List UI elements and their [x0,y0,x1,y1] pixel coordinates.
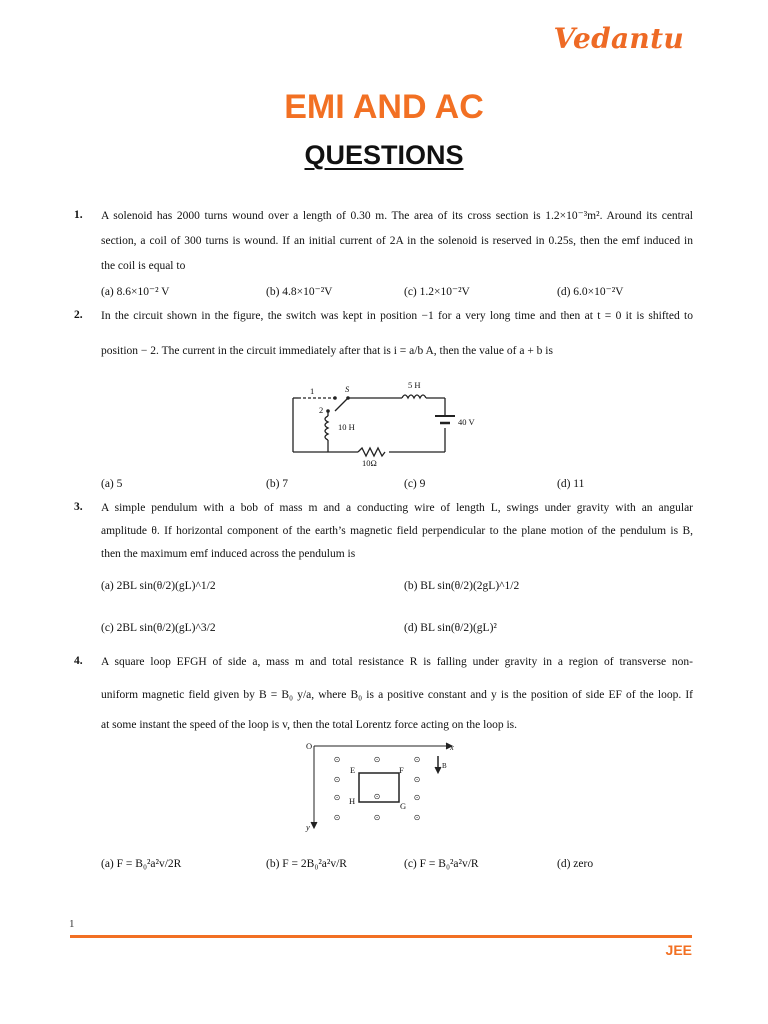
question-text: then the maximum emf induced across the pendulum is [101,548,356,560]
option-d: (d) zero [557,858,594,870]
question-number: 2. [74,309,83,321]
label-pos-1: 1 [310,386,315,396]
label-e: E [350,765,356,775]
option-a: (a) 5 [101,478,123,490]
label-pos-2: 2 [319,405,324,415]
label-switch: S [345,384,350,394]
field-dot: ⊙ [373,813,381,822]
label-inductor-5h: 5 H [408,380,421,390]
field-dot: ⊙ [333,813,341,822]
option-d: (d) 11 [557,478,585,490]
option-d: (d) BL sin(θ/2)(gL)² [404,622,497,634]
footer-tag: JEE [665,942,692,958]
option-b: (b) F = 2B₀²a²v/R [266,858,347,870]
option-c: (c) 9 [404,478,426,490]
field-dot: ⊙ [413,813,421,822]
field-dot: ⊙ [333,755,341,764]
page-title: EMI AND AC [284,88,484,126]
question-number: 3. [74,501,83,513]
option-b: (b) 4.8×10⁻²V [266,286,333,298]
question-text: A solenoid has 2000 turns wound over a length of 0.30 m. The area of its cross section is 1.2×10⁻³m². Around its central [101,210,693,222]
question-text: the coil is equal to [101,260,186,272]
option-c: (c) 2BL sin(θ/2)(gL)^3/2 [101,622,216,634]
question-text: uniform magnetic field given by B = B₀ y/a, where B₀ is a positive constant and y is the position of side EF of the loop. If [101,689,693,701]
label-h: H [349,796,356,806]
question-number: 1. [74,209,83,221]
option-d: (d) 6.0×10⁻²V [557,286,624,298]
field-dot: ⊙ [413,793,421,802]
field-dot: ⊙ [413,775,421,784]
option-b: (b) 7 [266,478,289,490]
circuit-diagram [290,378,476,470]
option-c: (c) 1.2×10⁻²V [404,286,470,298]
option-c: (c) F = B₀²a²v/R [404,858,479,870]
question-number: 4. [74,655,83,667]
field-dot: ⊙ [413,755,421,764]
question-text: In the circuit shown in the figure, the switch was kept in position −1 for a very long time and then at t = 0 it is shifted to [101,310,693,322]
question-text: at some instant the speed of the loop is v, then the total Lorentz force acting on the loop is. [101,719,518,731]
question-text: A simple pendulum with a bob of mass m and a conducting wire of length L, swings under gravity with an angular [101,502,693,514]
label-battery: 40 V [458,417,475,427]
field-dot: ⊙ [333,775,341,784]
option-a: (a) F = B₀²a²v/2R [101,858,182,870]
label-g: G [400,801,407,811]
vedantu-logo: Vedantu [553,22,684,55]
label-field: B [442,762,447,770]
page-number: 1 [69,918,75,930]
field-dot: ⊙ [373,755,381,764]
question-text: position − 2. The current in the circuit immediately after that is i = a/b A, then the value of a + b is [101,345,553,357]
label-inductor-10h: 10 H [338,422,355,432]
magnetic-field-diagram [300,738,465,838]
label-y-axis: y [306,822,310,832]
label-origin: O [306,741,313,751]
field-dot: ⊙ [333,793,341,802]
label-x-axis: x [450,742,454,752]
option-b: (b) BL sin(θ/2)(2gL)^1/2 [404,580,520,592]
question-text: A square loop EFGH of side a, mass m and total resistance R is falling under gravity in a region of transverse non- [101,656,693,668]
option-a: (a) 2BL sin(θ/2)(gL)^1/2 [101,580,216,592]
field-dot: ⊙ [373,792,381,801]
option-a: (a) 8.6×10⁻² V [101,286,170,298]
footer-divider [70,935,692,938]
label-f: F [399,765,404,775]
question-text: amplitude θ. If horizontal component of the earth’s magnetic field perpendicular to the plane motion of the pendulum is B, [101,525,693,537]
question-text: section, a coil of 300 turns is wound. If an initial current of 2A in the solenoid is reserved in 0.25s, then the emf induced in [101,235,693,247]
section-heading: QUESTIONS [304,140,464,170]
label-resistor: 10Ω [362,458,377,468]
